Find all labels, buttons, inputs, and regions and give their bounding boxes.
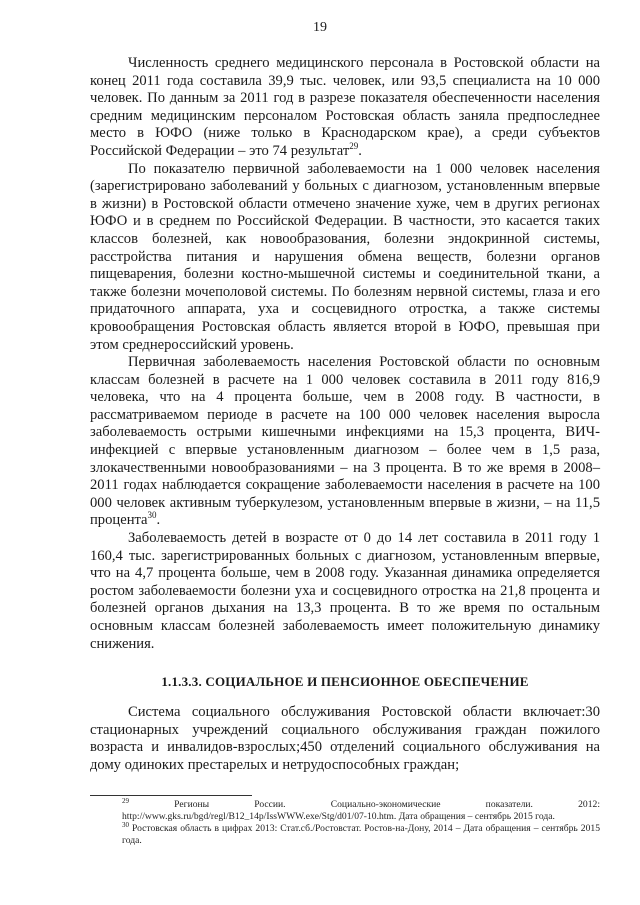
paragraph-text: Численность среднего медицинского персонала в Ростовской области на конец 2011 года составила 39,9 тыс. человек, или 93,5 специалиста на 10 000 человек. По данным за 2011 год в разрезе показателя обеспеченности населения средним медицинским персоналом Ростовская область заняла предпоследнее место в ЮФО (ниже только в Краснодарском крае), а среди субъектов Российской Федерации – это 74 результат xyxy=(90,55,600,159)
footnote-text: Ростовская область в цифрах 2013: Стат.сб./Ростовстат. Ростов-на-Дону, 2014 – Дата обращения – сентябрь 2015 года. xyxy=(122,823,600,846)
paragraph-child-morbidity xyxy=(90,530,600,653)
section-heading: 1.1.3.3. СОЦИАЛЬНОЕ И ПЕНСИОННОЕ ОБЕСПЕЧЕНИЕ xyxy=(161,674,529,690)
footnote-ref-29[interactable]: 29 xyxy=(349,141,359,152)
paragraph-tail: . xyxy=(156,512,161,529)
page-number: 19 xyxy=(313,20,327,35)
paragraph-nursing-staff xyxy=(90,55,600,161)
paragraph-text: Заболеваемость детей в возрасте от 0 до 14 лет составила в 2011 году 1 160,4 тыс. зарегистрированных больных с диагнозом, установленным впервые, что на 4,7 процента больше, чем в 2008 году. Указанная динамика определяется ростом заболеваемости болезни уха и сосцевидного отростка на 21,8 процента и болезней органов дыхания на 13,3 процента. В то же время по остальным основным классам болезней заболеваемость имеет положительную динамику снижения. xyxy=(90,530,600,652)
footnote-marker: 29 xyxy=(122,796,129,805)
page-body xyxy=(90,55,600,775)
paragraph-tail: . xyxy=(358,142,362,159)
footnote-30 xyxy=(90,820,600,847)
footnotes xyxy=(90,796,600,847)
footnote-ref-30[interactable]: 30 xyxy=(147,510,157,521)
footnote-text: Регионы России. Социально-экономические показатели. 2012: http://www.gks.ru/bgd/regl/B12_14p/IssWWW.exe/Stg/d01/07-10.htm. Дата обращения – сентябрь 2015 года. xyxy=(122,799,600,822)
paragraph-text: Первичная заболеваемость населения Ростовской области по основным классам болезней в расчете на 1 000 человек составила в 2011 году 816,9 человека, что на 4 процента больше, чем в 2008 году. В частности, в рассматриваемом периоде в расчете на 100 000 человек населения выросла заболеваемость острыми кишечными инфекциями на 15,3 процента, ВИЧ-инфекцией с впервые установленным диагнозом – более чем в 1,5 раза, злокачественными новообразованиями – на 3 процента. В то же время в 2008–2011 годах наблюдается сокращение заболеваемости населения в расчете на 100 000 человек активным туберкулезом, установленным впервые в жизни, – на 11,5 процента xyxy=(90,354,600,529)
paragraph-primary-morbidity-trend xyxy=(90,354,600,530)
paragraph-primary-morbidity-index xyxy=(90,161,600,355)
paragraph-text: По показателю первичной заболеваемости на 1 000 человек населения (зарегистрировано заболеваний у больных с диагнозом, установленным впервые в жизни) в Ростовской области отмечено значение хуже, чем в других регионах ЮФО и в среднем по Российской Федерации. В частности, это касается таких классов болезней, как новообразования, болезни эндокринной системы, расстройства питания и нарушения обмена веществ, болезни органов пищеварения, болезни костно-мышечной системы и соединительной ткани, а также болезни мочеполовой системы. По болезням нервной системы, глаза и его придаточного аппарата, уха и сосцевидного отростка, а также системы кровообращения Ростовская область является второй в ЮФО, превышая при этом среднероссийский уровень. xyxy=(90,160,600,353)
paragraph-text: Система социального обслуживания Ростовской области включает:30 стационарных учреждений социального обслуживания граждан пожилого возраста и инвалидов-взрослых;450 отделений социального обслуживания на дому одиноких престарелых и нетрудоспособных граждан; xyxy=(90,704,600,773)
footnote-29 xyxy=(90,796,600,823)
paragraph-social-services xyxy=(90,704,600,774)
footnote-marker: 30 xyxy=(122,820,129,829)
footnote-divider xyxy=(90,795,252,796)
